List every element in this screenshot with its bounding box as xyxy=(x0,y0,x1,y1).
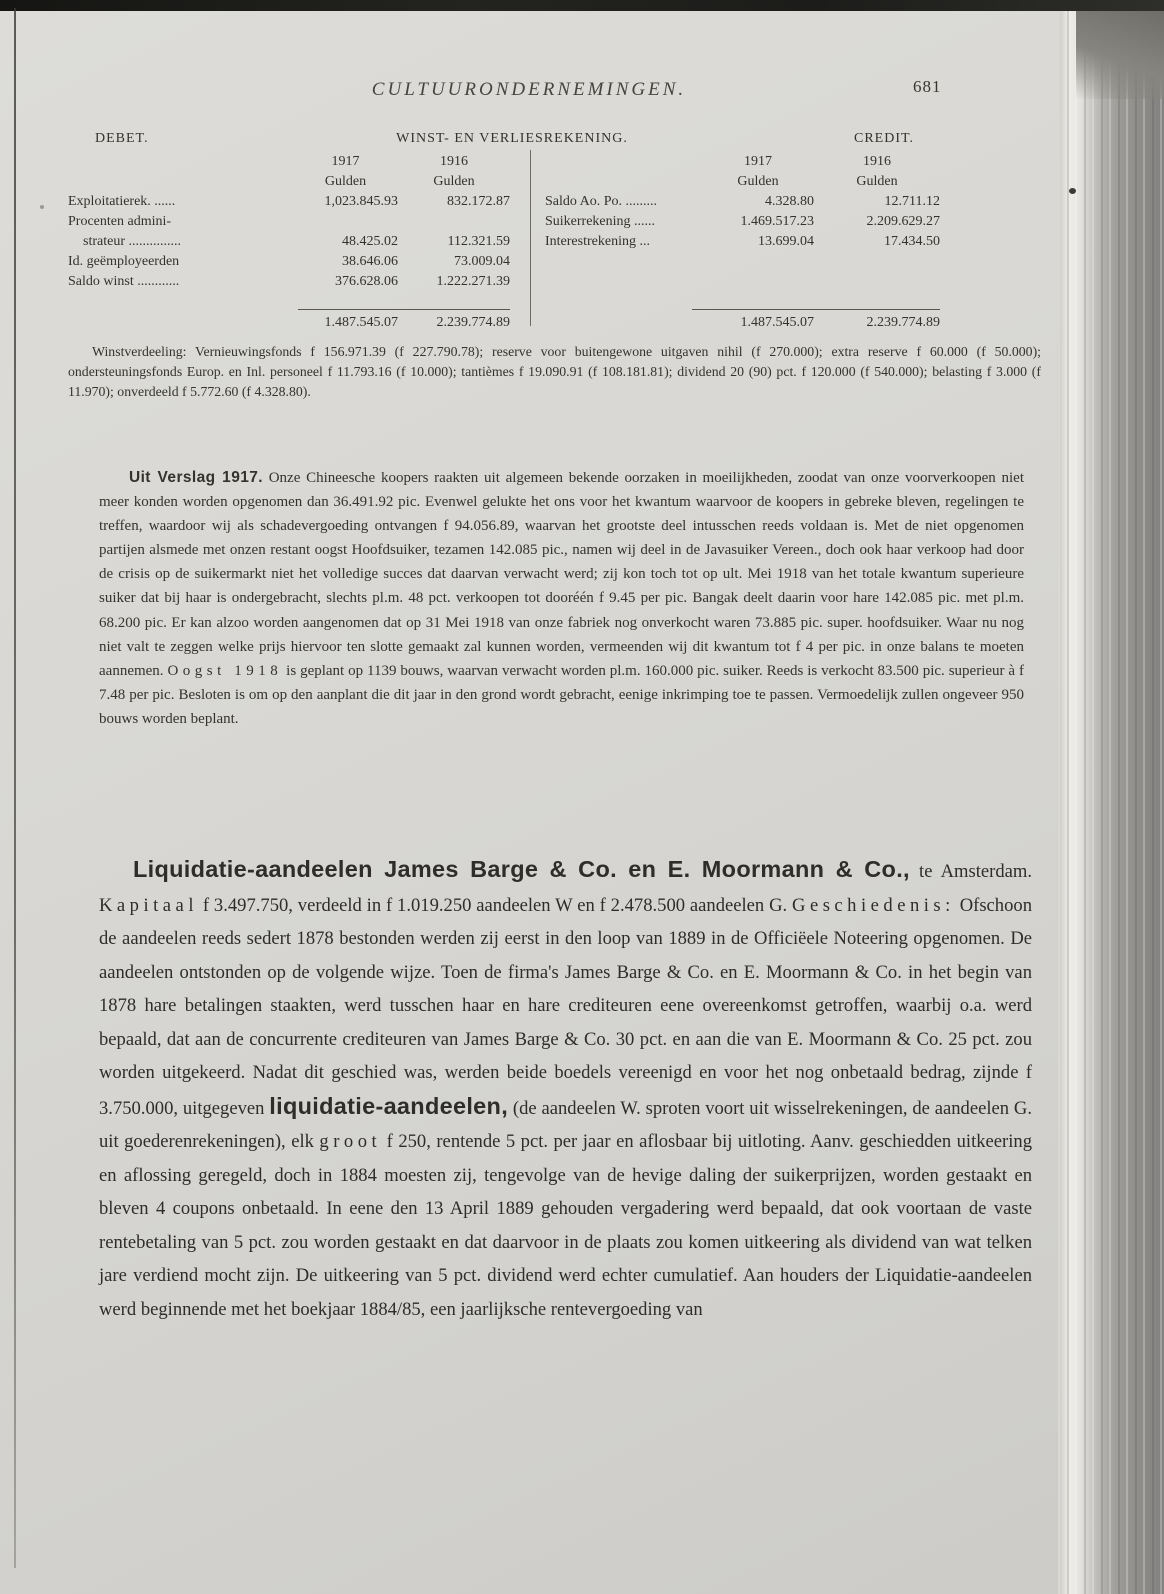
table-row: Saldo winst ............ 376.628.06 1.222.271.39 xyxy=(68,274,510,289)
book-page-edges xyxy=(1058,11,1164,1594)
year-1917: 1917 xyxy=(331,154,360,169)
liquidatie-seg-3: Ofschoon de aandeelen reeds sedert 1878 bestonden werden zij eerst in den loop van 1889 in de Officiëele Noteering opgenomen. De aandeelen ontstonden op de volgende wijze. Toen de firma's James Barge & Co. en E. Moormann & Co. in het begin van 1878 hare betalingen staakten, werd tusschen haar en hare crediteuren eene overeenkomst getroffen, waarbij o.a. werd bepaald, dat aan de concurrente crediteuren van James Barge & Co. 30 pct. en aan die van E. Moormann & Co. 25 pct. zou worden uitgekeerd. Nadat dit geschied was, werden beide boedels vereenigd en voor het nog onbetaald bedrag, zijnde f 3.750.000, uitgegeven xyxy=(99,894,1032,1119)
liquidatie-seg-4: (de aandeelen W. sproten voort uit wisselrekeningen, de aandeelen G. uit goederenrekeningen), elk xyxy=(99,1097,1032,1152)
verslag-body-1: Onze Chineesche koopers raakten uit algemeen bekende oorzaken in moeilijkheden, zoodat van onze voorverkoopen niet meer konden worden opgenomen dan 36.491.92 pic. Evenwel gelukte het ons voor het kwantum waarvoor de koopers in gebreke bleven, regelingen te treffen, waardoor wij als schadevergoeding ontvangen f 94.056.89, waarvan het grootste deel intusschen reeds voldaan is. Met de niet opgenomen partijen alsmede met onzen restant oogst Hoofdsuiker, tezamen 142.085 pic., namen wij deel in de Javasuiker Vereen., doch ook haar verkoop had door de crisis op de suikermarkt niet het volledige succes dat daarvan verwacht werd; zij kon toch tot op ult. Mei 1918 van het totale kwantum superieure suiker dat bij haar is ondergebracht, slechts pl.m. 48 pct. verkoopen tot dooréén f 9.45 per pic. Bangak deelt daarin voor hare 142.085 pic. met pl.m. 68.200 pic. Er kan alzoo worden aangenomen dat op 31 Mei 1918 van onze fabriek nog onverkocht waren 73.885 pic. super. hoofdsuiker. Waar nu nog niet valt te zeggen welke prijs hiervoor ten slotte gemaakt zal kunnen worden, vermeenden wij dit kwantum tot f 4 per pic. in onze balans te moeten aannemen. xyxy=(99,470,1025,679)
table-column-divider xyxy=(530,150,531,326)
table-row: Interestrekening ... 13.699.04 17.434.50 xyxy=(545,234,940,249)
debet-column xyxy=(68,152,510,333)
book-edge-top-shadow xyxy=(1076,11,1164,99)
table-title: WINST- EN VERLIESREKENING. xyxy=(396,131,628,146)
liquidatie-aandeelen-bold: liquidatie-aandeelen, xyxy=(269,1092,509,1119)
verslag-lead: Uit Verslag 1917. xyxy=(129,469,263,486)
table-row: Exploitatierek. ...... 1,023.845.93 832.172.87 xyxy=(68,194,510,209)
liquidatie-seg-2: f 3.497.750, verdeeld in f 1.019.250 aandeelen W en f 2.478.500 aandeelen G. xyxy=(202,894,793,916)
page-edge-streaks xyxy=(1058,11,1164,1594)
table-row: Saldo Ao. Po. ......... 4.328.80 12.711.12 xyxy=(545,194,940,209)
credit-total-row xyxy=(545,313,940,333)
liquidatie-heading: Liquidatie-aandeelen James Barge & Co. en E. Moormann & Co., xyxy=(133,856,910,882)
currency-label: Gulden xyxy=(737,174,779,189)
scan-speck xyxy=(40,205,44,209)
verslag-oogst-spaced: Oogst 1918 xyxy=(167,662,283,679)
currency-label: Gulden xyxy=(324,174,367,189)
table-row: Id. geëmployeerden 38.646.06 73.009.04 xyxy=(68,254,510,269)
currency-label: Gulden xyxy=(433,174,475,189)
running-head-text: CULTUURONDERNEMINGEN. xyxy=(371,79,687,100)
debet-header: DEBET. xyxy=(95,131,149,146)
groot-spaced: groot xyxy=(319,1131,382,1152)
credit-header: CREDIT. xyxy=(854,131,915,146)
verslag-1917-paragraph xyxy=(99,466,1024,731)
year-1916: 1916 xyxy=(440,154,468,169)
table-row: Suikerrekening ...... 1.469.517.23 2.209.629.27 xyxy=(545,214,940,229)
scan-speck xyxy=(1069,188,1076,194)
debet-total-1916: 2.239.774.89 xyxy=(436,315,510,330)
winstverdeeling-paragraph xyxy=(68,342,1041,401)
kapitaal-spaced: Kapitaal xyxy=(99,894,198,916)
credit-total-rule xyxy=(692,309,940,310)
year-1916: 1916 xyxy=(863,154,891,169)
debet-total-rule xyxy=(298,309,510,310)
verslag-body-2: is geplant op 1139 bouws, waarvan verwacht worden pl.m. 160.000 pic. suiker. Reeds is verkocht 83.500 pic. superieur à f 7.48 per pic. Besloten is om op den aanplant die dit jaar in den grond wordt gebracht, eenige inkrimping toe te passen. Vermoedelijk zullen ongeveer 950 bouws worden beplant. xyxy=(99,662,1024,727)
currency-label: Gulden xyxy=(856,174,898,189)
liquidatie-seg-1: te Amsterdam. xyxy=(919,861,1032,882)
credit-total-1917: 1.487.545.07 xyxy=(740,315,814,330)
scan-top-edge xyxy=(0,0,1164,11)
debet-total-1917: 1.487.545.07 xyxy=(324,315,398,330)
scan-gutter-line xyxy=(14,8,16,1568)
liquidatie-seg-5: f 250, rentende 5 pct. per jaar en aflosbaar bij uitloting. Aanv. geschiedden uitkeering en aflossing geregeld, doch in 1884 moesten zij, tengevolge van de hevige daling der suikerprijzen, worden gestaakt en bleven 4 coupons onbetaald. In eene den 13 April 1889 gehouden vergadering werd bepaald, dat ook voortaan de vaste rentebetaling van 5 pct. zou worden gestaakt en dat daarvoor in de plaats zou komen uitkeering als dividend van wat telken jare verdiend mocht zijn. De uitkeering van 5 pct. dividend werd echter cumulatief. Aan houders der Liquidatie-aandeelen werd beginnende met het boekjaar 1884/85, een jaarlijksche rentevergoeding van xyxy=(99,1131,1032,1320)
credit-currency-row xyxy=(545,172,940,192)
page-number: 681 xyxy=(913,77,942,96)
geschiedenis-spaced: Geschiedenis: xyxy=(792,894,955,916)
credit-total-1916: 2.239.774.89 xyxy=(866,315,940,330)
credit-year-row xyxy=(545,152,940,172)
winstverdeeling-text: Winstverdeeling: Vernieuwingsfonds f 156.971.39 (f 227.790.78); reserve voor buitengewone uitgaven nihil (f 270.000); extra reserve f 60.000 (f 50.000); ondersteuningsfonds Europ. en Inl. personeel f 11.793.16 (f 10.000); tantièmes f 19.090.91 (f 108.181.81); dividend 20 (90) pct. f 120.000 (f 540.000); belasting f 3.000 (f 11.970); onverdeeld f 5.772.60 (f 4.328.80). xyxy=(68,344,1041,399)
debet-currency-row xyxy=(68,172,510,192)
liquidatie-paragraph xyxy=(99,853,1032,1326)
table-row: Procenten admini- xyxy=(68,214,172,229)
year-1917: 1917 xyxy=(744,154,772,169)
running-head xyxy=(0,79,1058,101)
debet-total-row xyxy=(68,313,510,333)
credit-column xyxy=(545,152,940,333)
debet-year-row xyxy=(68,152,510,172)
table-row: strateur ............... 48.425.02 112.321.59 xyxy=(83,234,510,249)
